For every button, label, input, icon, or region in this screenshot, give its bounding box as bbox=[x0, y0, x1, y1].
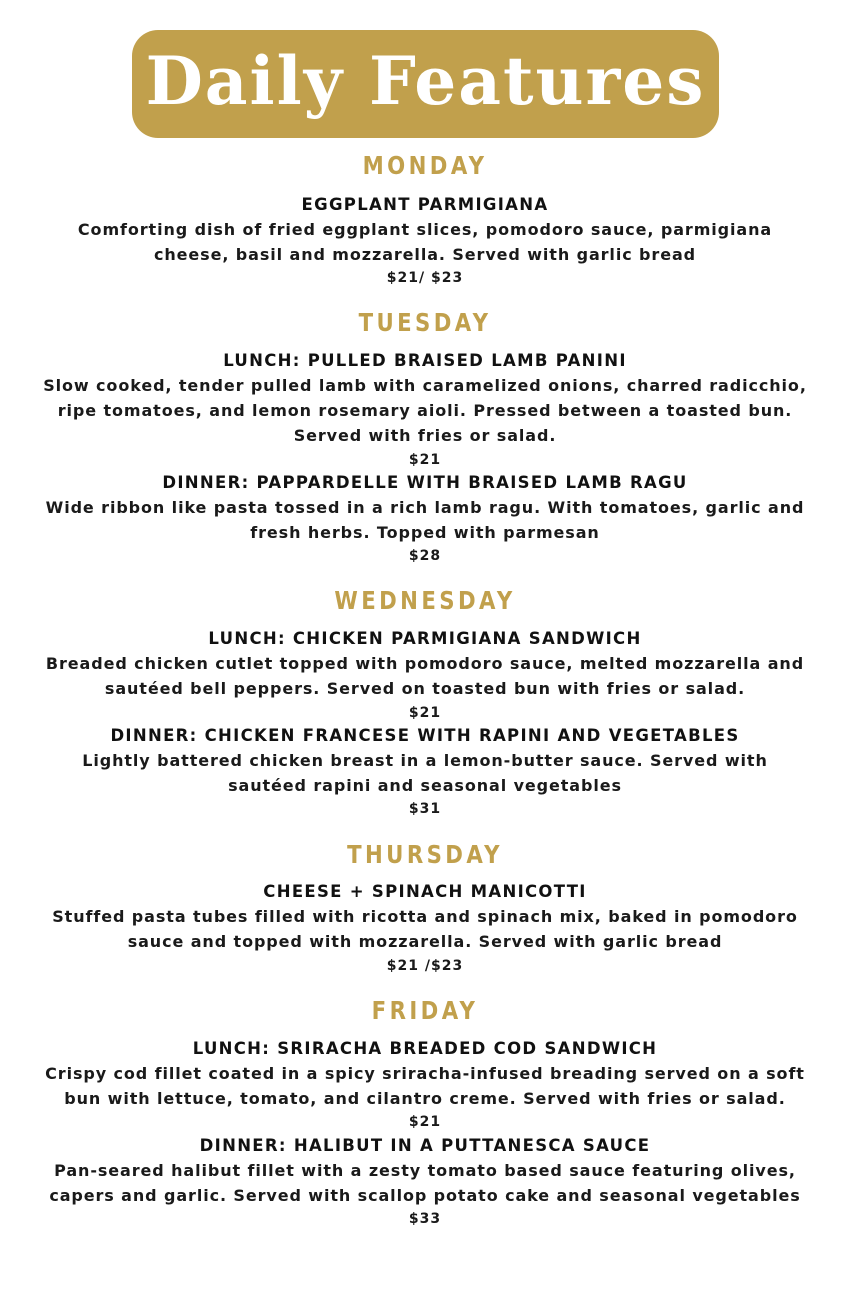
item-title-tuesday-dinner: DINNER: PAPPARDELLE WITH BRAISED LAMB RAGU bbox=[162, 473, 688, 492]
item-price-tuesday-lunch: $21 bbox=[408, 452, 442, 468]
item-title-wednesday-lunch: LUNCH: CHICKEN PARMIGIANA SANDWICH bbox=[208, 629, 642, 648]
day-heading-monday: MONDAY bbox=[362, 151, 488, 180]
day-heading-tuesday: TUESDAY bbox=[358, 308, 492, 337]
item-desc-line: Stuffed pasta tubes filled with ricotta and spinach mix, baked in pomodoro bbox=[52, 907, 798, 926]
item-title-wednesday-dinner: DINNER: CHICKEN FRANCESE WITH RAPINI AND VEGETABLES bbox=[110, 726, 740, 745]
item-price-wednesday-dinner: $31 bbox=[408, 801, 442, 817]
item-desc-line: ripe tomatoes, and lemon rosemary aioli. Pressed between a toasted bun. bbox=[57, 401, 793, 420]
item-title-tuesday-lunch: LUNCH: PULLED BRAISED LAMB PANINI bbox=[223, 351, 627, 370]
item-desc-line: sauce and topped with mozzarella. Served with garlic bread bbox=[127, 932, 723, 951]
item-price-wednesday-lunch: $21 bbox=[408, 705, 442, 721]
header-banner bbox=[132, 30, 719, 138]
item-price-friday-dinner: $33 bbox=[408, 1211, 442, 1227]
item-price-tuesday-dinner: $28 bbox=[408, 548, 442, 564]
item-title-friday-dinner: DINNER: HALIBUT IN A PUTTANESCA SAUCE bbox=[199, 1136, 651, 1155]
day-heading-wednesday: WEDNESDAY bbox=[334, 586, 516, 615]
item-desc-line: fresh herbs. Topped with parmesan bbox=[250, 523, 600, 542]
item-desc-line: Slow cooked, tender pulled lamb with caramelized onions, charred radicchio, bbox=[43, 376, 807, 395]
item-desc-line: sautéed bell peppers. Served on toasted bun with fries or salad. bbox=[104, 679, 746, 698]
day-heading-thursday: THURSDAY bbox=[347, 840, 503, 869]
item-desc-line: Breaded chicken cutlet topped with pomodoro sauce, melted mozzarella and bbox=[45, 654, 805, 673]
item-desc-line: Crispy cod fillet coated in a spicy sriracha-infused breading served on a soft bbox=[45, 1064, 805, 1083]
item-desc-line: cheese, basil and mozzarella. Served with garlic bread bbox=[153, 245, 697, 264]
item-desc-line: Lightly battered chicken breast in a lemon-butter sauce. Served with bbox=[82, 751, 768, 770]
item-desc-line: Pan-seared halibut fillet with a zesty tomato based sauce featuring olives, bbox=[54, 1161, 796, 1180]
item-desc-line: Comforting dish of fried eggplant slices, pomodoro sauce, parmigiana bbox=[77, 220, 773, 239]
page-title: Daily Features bbox=[145, 42, 706, 120]
item-desc-line: capers and garlic. Served with scallop potato cake and seasonal vegetables bbox=[49, 1186, 801, 1205]
item-desc-line: sautéed rapini and seasonal vegetables bbox=[228, 776, 622, 795]
item-title-monday: EGGPLANT PARMIGIANA bbox=[301, 195, 549, 214]
item-title-friday-lunch: LUNCH: SRIRACHA BREADED COD SANDWICH bbox=[192, 1039, 658, 1058]
item-desc-line: bun with lettuce, tomato, and cilantro creme. Served with fries or salad. bbox=[64, 1089, 786, 1108]
item-price-friday-lunch: $21 bbox=[408, 1114, 442, 1130]
item-price-thursday: $21 /$23 bbox=[386, 958, 464, 974]
day-heading-friday: FRIDAY bbox=[371, 996, 479, 1025]
item-desc-line: Served with fries or salad. bbox=[293, 426, 557, 445]
item-price-monday: $21/ $23 bbox=[386, 270, 464, 286]
item-desc-line: Wide ribbon like pasta tossed in a rich lamb ragu. With tomatoes, garlic and bbox=[45, 498, 805, 517]
item-title-thursday: CHEESE + SPINACH MANICOTTI bbox=[263, 882, 587, 901]
